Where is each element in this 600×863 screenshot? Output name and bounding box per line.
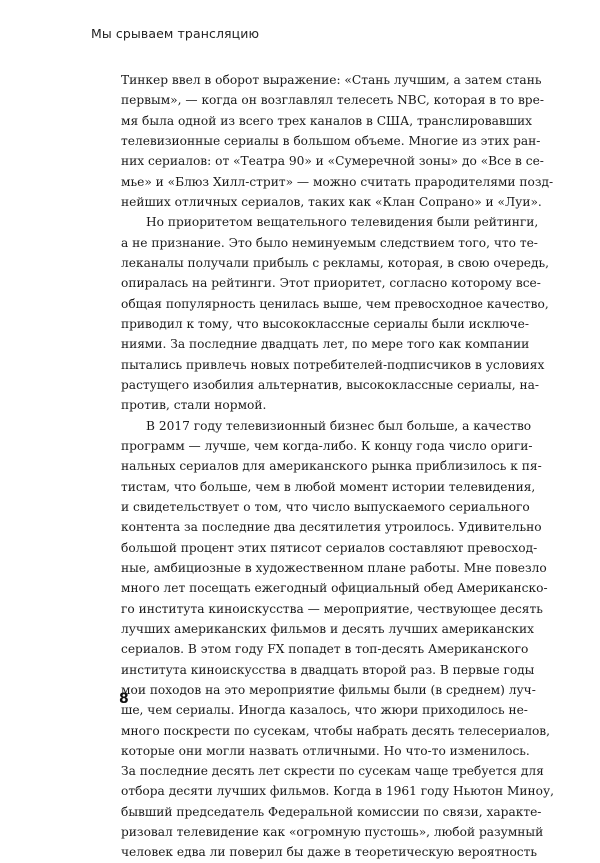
text-line: го института киноискусства — мероприятие, чествующее десять bbox=[121, 601, 543, 616]
text-line: общая популярность ценилась выше, чем превосходное качество, bbox=[121, 296, 549, 311]
text-line: ше, чем сериалы. Иногда казалось, что жюри приходилось не- bbox=[121, 703, 528, 718]
text-line: ризовал телевидение как «огромную пустошь», любой разумный bbox=[121, 825, 544, 840]
text-line: программ — лучше, чем когда-либо. К концу года число ориги- bbox=[121, 438, 533, 453]
text-line: которые они могли назвать отличными. Но что-то изменилось. bbox=[121, 743, 530, 758]
text-line: леканалы получали прибыль с рекламы, которая, в свою очередь, bbox=[121, 255, 550, 270]
text-line: сериалов. В этом году FX попадет в топ-десять Американского bbox=[121, 642, 529, 657]
text-line: и свидетельствует о том, что число выпускаемого сериального bbox=[121, 499, 530, 514]
text-line: тистам, что больше, чем в любой момент истории телевидения, bbox=[121, 479, 536, 494]
text-line: бывший председатель Федеральной комиссии по связи, характе- bbox=[121, 804, 542, 819]
text-line: нейших отличных сериалов, таких как «Клан Сопрано» и «Луи». bbox=[121, 194, 542, 209]
text-line: приводил к тому, что высококлассные сериалы были исключе- bbox=[121, 316, 529, 331]
text-line: института киноискусства в двадцать второй раз. В первые годы bbox=[121, 662, 535, 677]
text-line: большой процент этих пятисот сериалов составляют превосход- bbox=[121, 540, 538, 555]
text-line: мя была одной из всего трех каналов в США, транслировавших bbox=[121, 113, 533, 128]
body-text bbox=[121, 70, 555, 863]
text-line: опиралась на рейтинги. Этот приоритет, согласно которому все- bbox=[121, 276, 541, 291]
text-line: нальных сериалов для американского рынка приблизилось к пя- bbox=[121, 459, 542, 474]
text-line: них сериалов: от «Театра 90» и «Сумеречной зоны» до «Все в се- bbox=[121, 154, 544, 169]
text-line: мье» и «Блюз Хилл-стрит» — можно считать прародителями позд- bbox=[121, 174, 554, 189]
text-line: мои походов на это мероприятие фильмы были (в среднем) луч- bbox=[121, 682, 536, 697]
text-line: ные, амбициозные в художественном плане работы. Мне повезло bbox=[121, 560, 547, 575]
text-line: Тинкер ввел в оборот выражение: «Стань лучшим, а затем стань bbox=[121, 73, 542, 87]
text-line: телевизионные сериалы в большом объеме. Многие из этих ран- bbox=[121, 133, 541, 148]
page-number: 8 bbox=[119, 691, 129, 707]
text-line: много лет посещать ежегодный официальный обед Американско- bbox=[121, 581, 548, 596]
text-line: против, стали нормой. bbox=[121, 398, 267, 413]
text-line: первым», — когда он возглавлял телесеть NBC, которая в то вре- bbox=[121, 93, 544, 108]
text-line: В 2017 году телевизионный бизнес был больше, а качество bbox=[146, 418, 532, 433]
text-line: отбора десяти лучших фильмов. Когда в 1961 году Ньютон Миноу, bbox=[121, 784, 555, 799]
text-line: Но приоритетом вещательного телевидения были рейтинги, bbox=[146, 215, 539, 230]
text-line: пытались привлечь новых потребителей-подписчиков в условиях bbox=[121, 357, 545, 372]
text-line: растущего изобилия альтернатив, высококлассные сериалы, на- bbox=[121, 377, 539, 392]
text-line: человек едва ли поверил бы даже в теоретическую вероятность bbox=[121, 845, 538, 860]
text-line: а не признание. Это было неминуемым следствием того, что те- bbox=[121, 235, 538, 250]
running-head: Мы срываем трансляцию bbox=[91, 26, 260, 41]
text-line: ниями. За последние двадцать лет, по мере того как компании bbox=[121, 337, 530, 352]
text-line: лучших американских фильмов и десять лучших американских bbox=[121, 621, 534, 636]
text-line: много поскрести по сусекам, чтобы набрать десять телесериалов, bbox=[121, 723, 551, 738]
text-line: контента за последние два десятилетия утроилось. Удивительно bbox=[121, 520, 542, 535]
text-line: За последние десять лет скрести по сусекам чаще требуется для bbox=[121, 764, 544, 779]
